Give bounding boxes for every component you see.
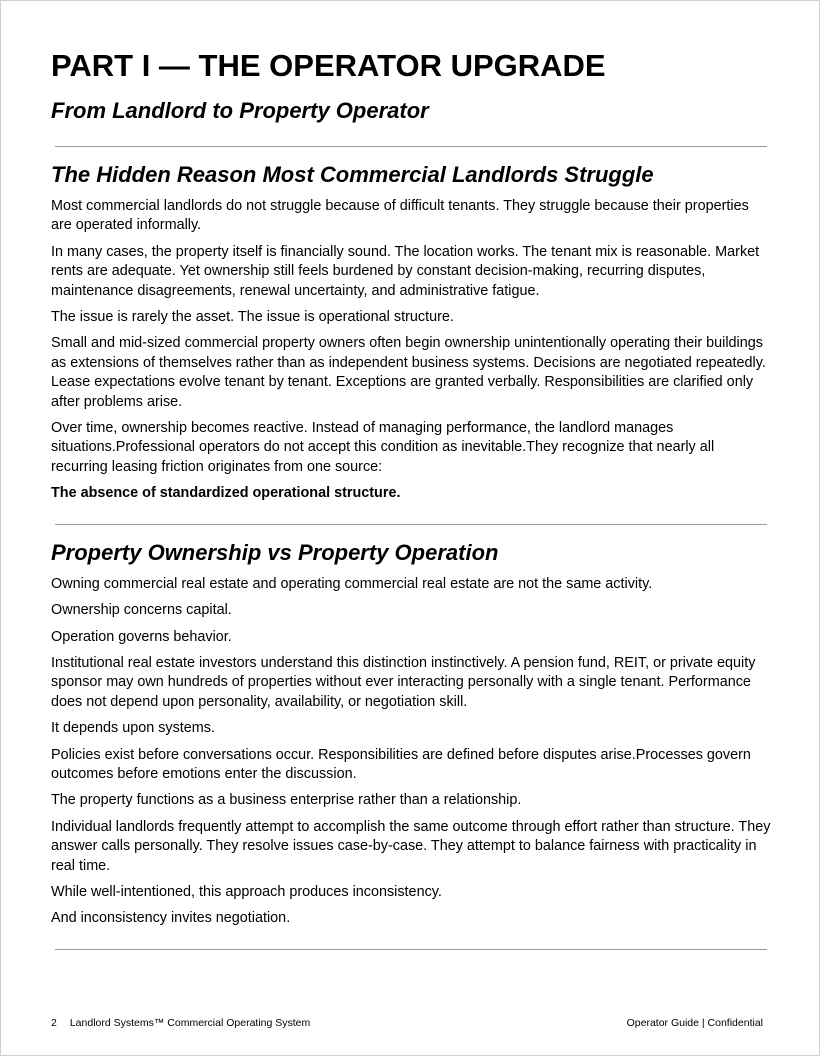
- paragraph: While well-intentioned, this approach produces inconsistency.: [51, 883, 442, 900]
- part-subtitle: From Landlord to Property Operator: [51, 98, 429, 123]
- section-divider: [55, 146, 767, 147]
- paragraph: In many cases, the property itself is financially sound. The location works. The tenant mix is reasonable. Market rents are adequate. Yet ownership still feels burdened by constant decision-making, recurring disputes, maintenance disagreements, renewal uncertainty, and administrative fatigue.: [51, 243, 760, 299]
- section-divider: [55, 949, 767, 950]
- section-heading: Property Ownership vs Property Operation: [51, 539, 499, 565]
- section-heading: The Hidden Reason Most Commercial Landlords Struggle: [51, 162, 654, 187]
- paragraph: Institutional real estate investors understand this distinction instinctively. A pension fund, REIT, or private equity sponsor may own hundreds of properties without ever interacting personally with a single tenant. Performance does not depend upon personality, availability, or negotiation skill.: [51, 654, 756, 710]
- footer-left: [51, 1016, 310, 1030]
- section-divider: [55, 524, 767, 525]
- paragraph: Operation governs behavior.: [51, 628, 232, 645]
- footer-document-title: Landlord Systems™ Commercial Operating System: [69, 1017, 311, 1029]
- paragraph: Most commercial landlords do not struggle because of difficult tenants. They struggle because their properties are operated informally.: [51, 198, 749, 234]
- paragraph: Over time, ownership becomes reactive. Instead of managing performance, the landlord manages situations.Professional operators do not accept this condition as inevitable.They recognize that nearly all recurring leasing friction originates from one source:: [51, 420, 715, 475]
- key-statement: The absence of standardized operational structure.: [51, 485, 401, 502]
- paragraph: Small and mid-sized commercial property owners often begin ownership unintentionally operating their buildings as extensions of themselves rather than as independent business systems. Decisions are negotiated repeatedly. Lease expectations evolve tenant by tenant. Exceptions are granted verbally. Responsibilities are clarified only after problems arise.: [51, 335, 766, 410]
- paragraph: The property functions as a business enterprise rather than a relationship.: [51, 792, 522, 809]
- part-title: PART I — THE OPERATOR UPGRADE: [51, 48, 606, 83]
- section-hidden-reason: [51, 161, 771, 504]
- paragraph: And inconsistency invites negotiation.: [51, 910, 291, 927]
- paragraph: Owning commercial real estate and operating commercial real estate are not the same activity.: [51, 575, 653, 592]
- page-content: [51, 47, 771, 950]
- paragraph: Individual landlords frequently attempt to accomplish the same outcome through effort rather than structure. They answer calls personally. They resolve issues case-by-case. They attempt to balance fairness with practicality in real time.: [51, 818, 771, 874]
- section-ownership-vs-operation: [51, 539, 771, 929]
- paragraph: Ownership concerns capital.: [51, 602, 232, 619]
- paragraph: It depends upon systems.: [51, 720, 215, 737]
- page-number: 2: [51, 1017, 57, 1029]
- paragraph: Policies exist before conversations occur. Responsibilities are defined before disputes arise.Processes govern outcomes before emotions enter the discussion.: [51, 746, 751, 782]
- footer-confidentiality: Operator Guide | Confidential: [626, 1017, 763, 1029]
- paragraph: The issue is rarely the asset. The issue is operational structure.: [51, 309, 454, 326]
